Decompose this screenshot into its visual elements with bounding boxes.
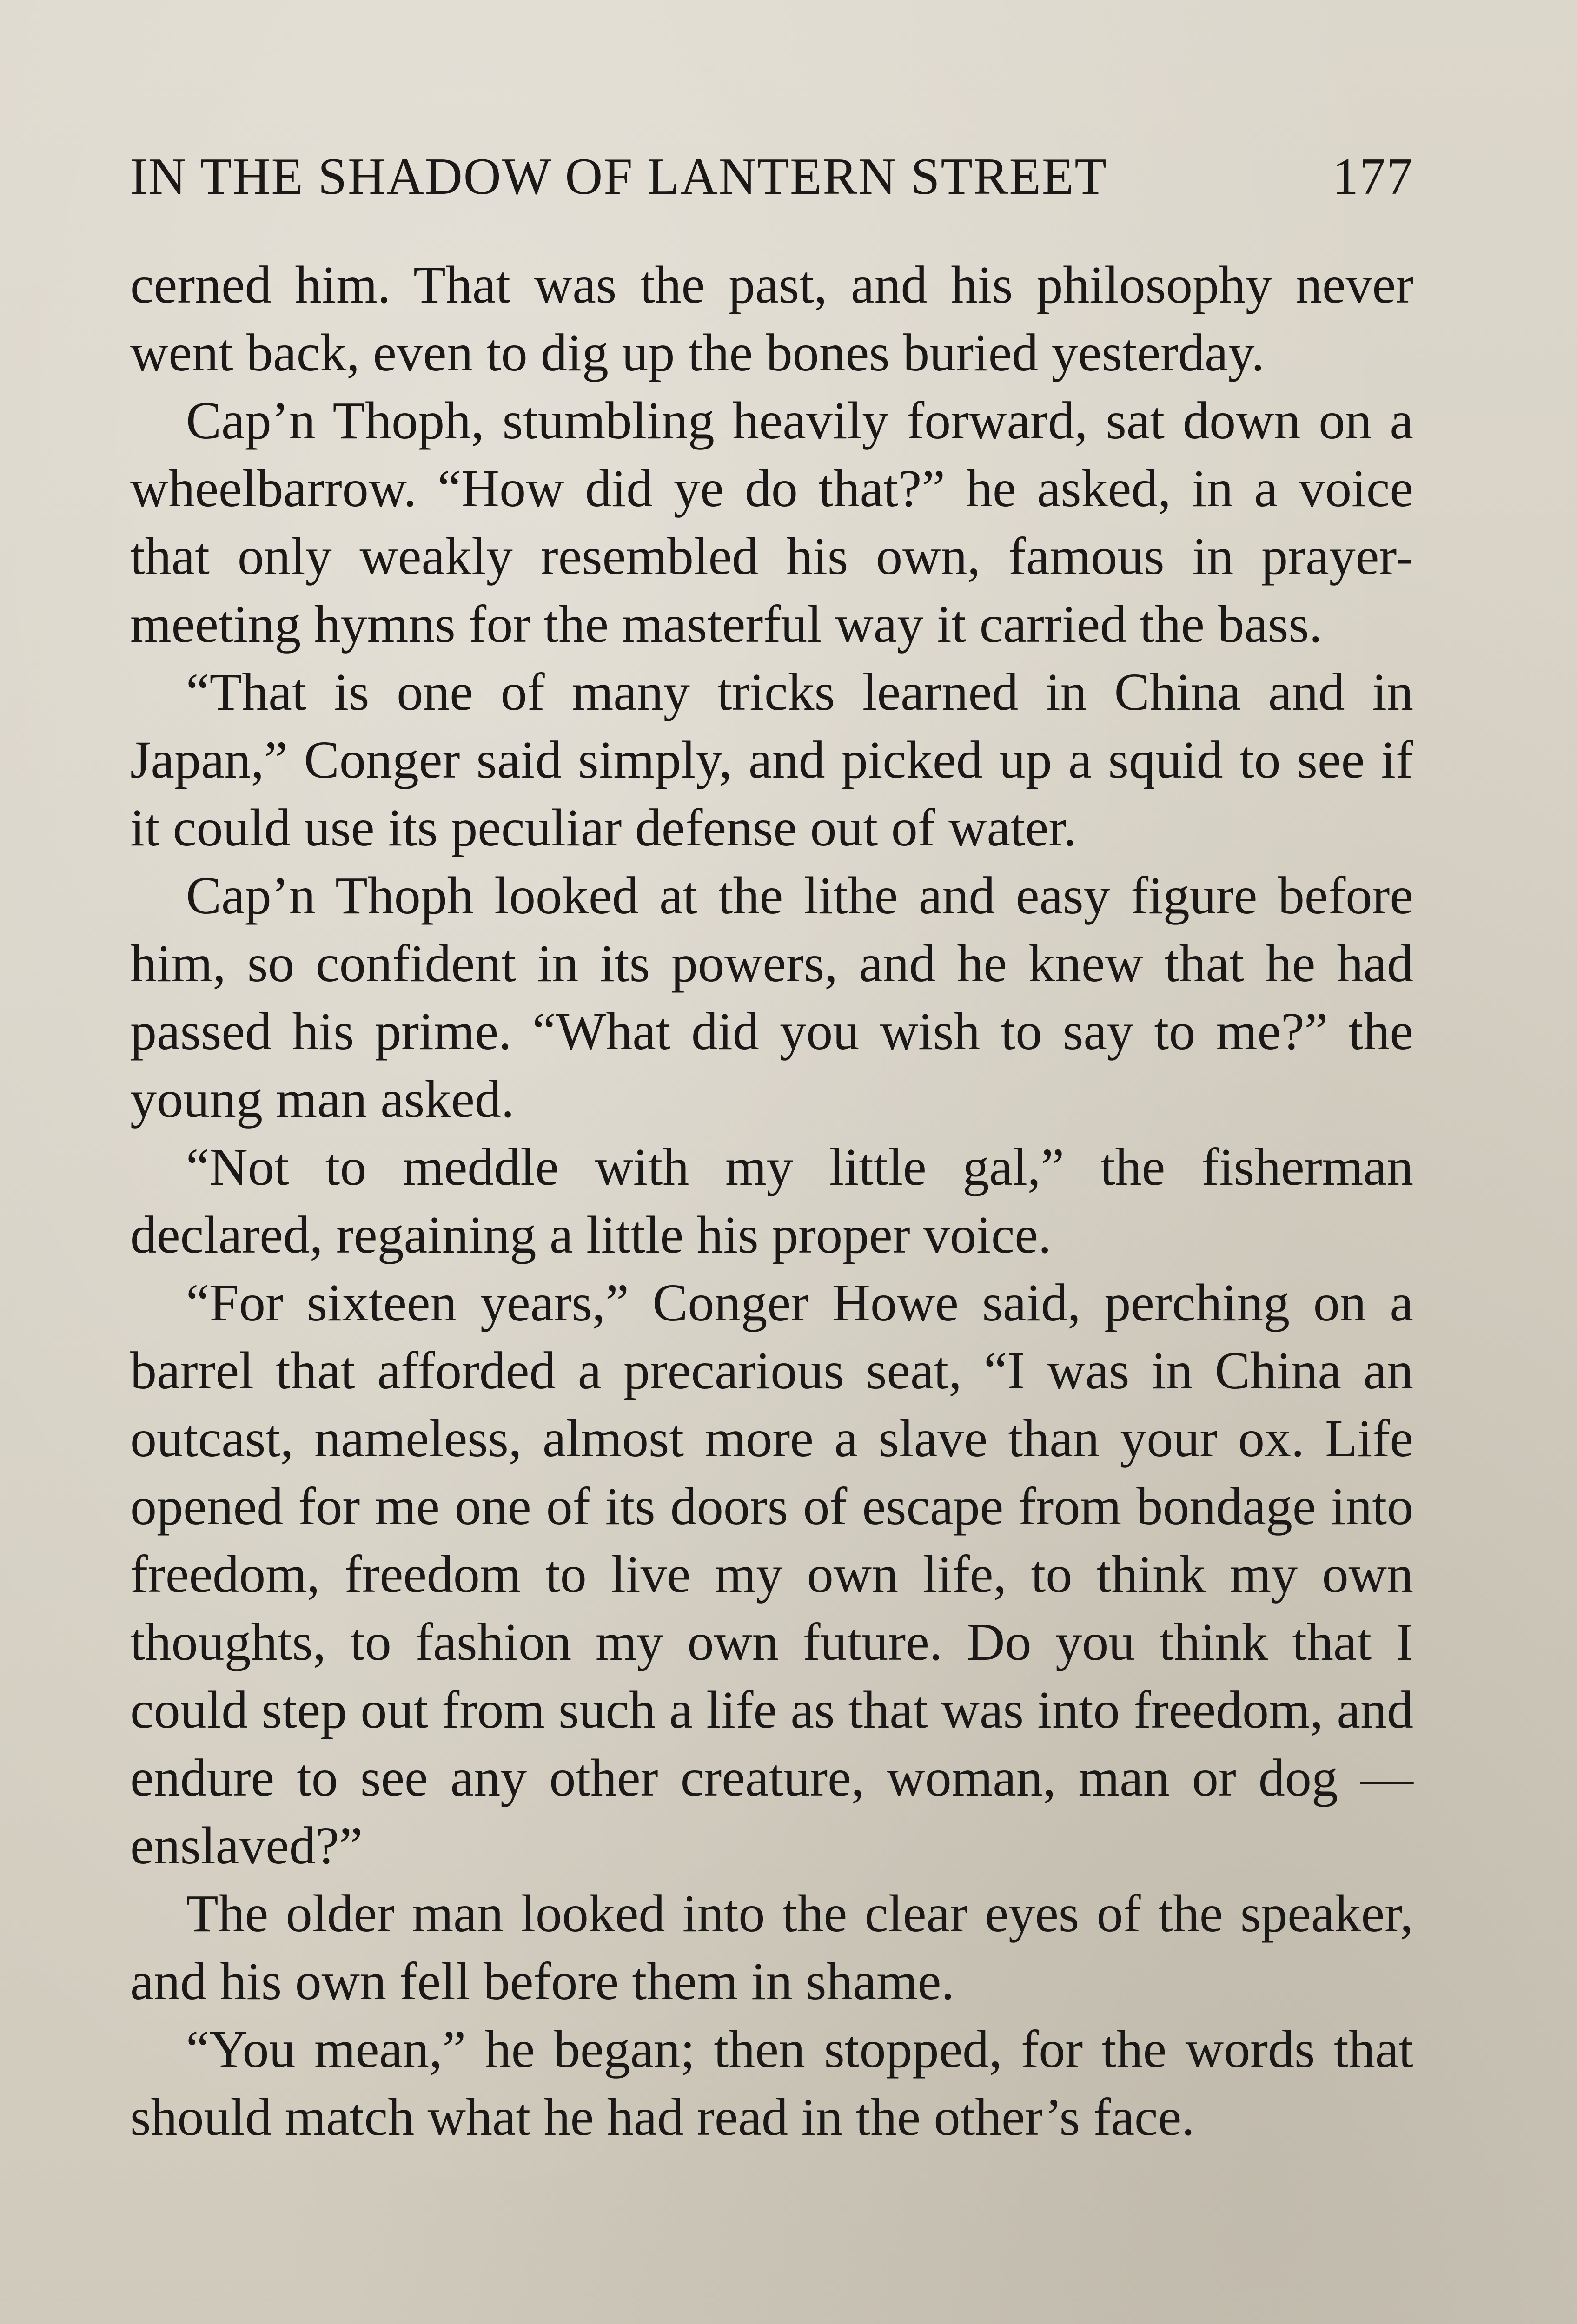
running-header [130, 139, 1413, 214]
paragraph: cerned him. That was the past, and his philosophy never went back, even to dig up the bones buried yesterday. [130, 255, 1413, 382]
paragraph: Cap’n Thoph looked at the lithe and easy figure before him, so confident in its powers, and he knew that he had passed his prime. “What did you wish to say to me?” the young man asked. [130, 866, 1413, 1129]
paragraph: The older man looked into the clear eyes of the speaker, and his own fell before them in shame. [130, 1884, 1413, 2011]
body-text [130, 251, 1413, 2151]
paragraph: “For sixteen years,” Conger Howe said, perching on a barrel that afforded a precarious seat, “I was in China an outcast, nameless, almost more a slave than your ox. Life opened for me one of its doors of escape from bondage into freedom, freedom to live my own life, to think my own thoughts, to fashion my own future. Do you think that I could step out from such a life as that was into freedom, and endure to see any other creature, woman, man or dog — enslaved?” [130, 1273, 1413, 1875]
paragraph: Cap’n Thoph, stumbling heavily forward, sat down on a wheelbarrow. “How did ye do that?” he asked, in a voice that only weakly resembled his own, famous in prayer-meeting hymns for the masterful way it carried the bass. [130, 391, 1413, 654]
paragraph: “You mean,” he began; then stopped, for the words that should match what he had read in the other’s face. [130, 2020, 1413, 2146]
paragraph: “Not to meddle with my little gal,” the fisherman declared, regaining a little his proper voice. [130, 1137, 1413, 1264]
running-title: IN THE SHADOW OF LANTERN STREET [130, 147, 1107, 205]
page-number: 177 [1332, 147, 1413, 205]
paragraph: “That is one of many tricks learned in China and in Japan,” Conger said simply, and picked up a squid to see if it could use its peculiar defense out of water. [130, 662, 1413, 857]
